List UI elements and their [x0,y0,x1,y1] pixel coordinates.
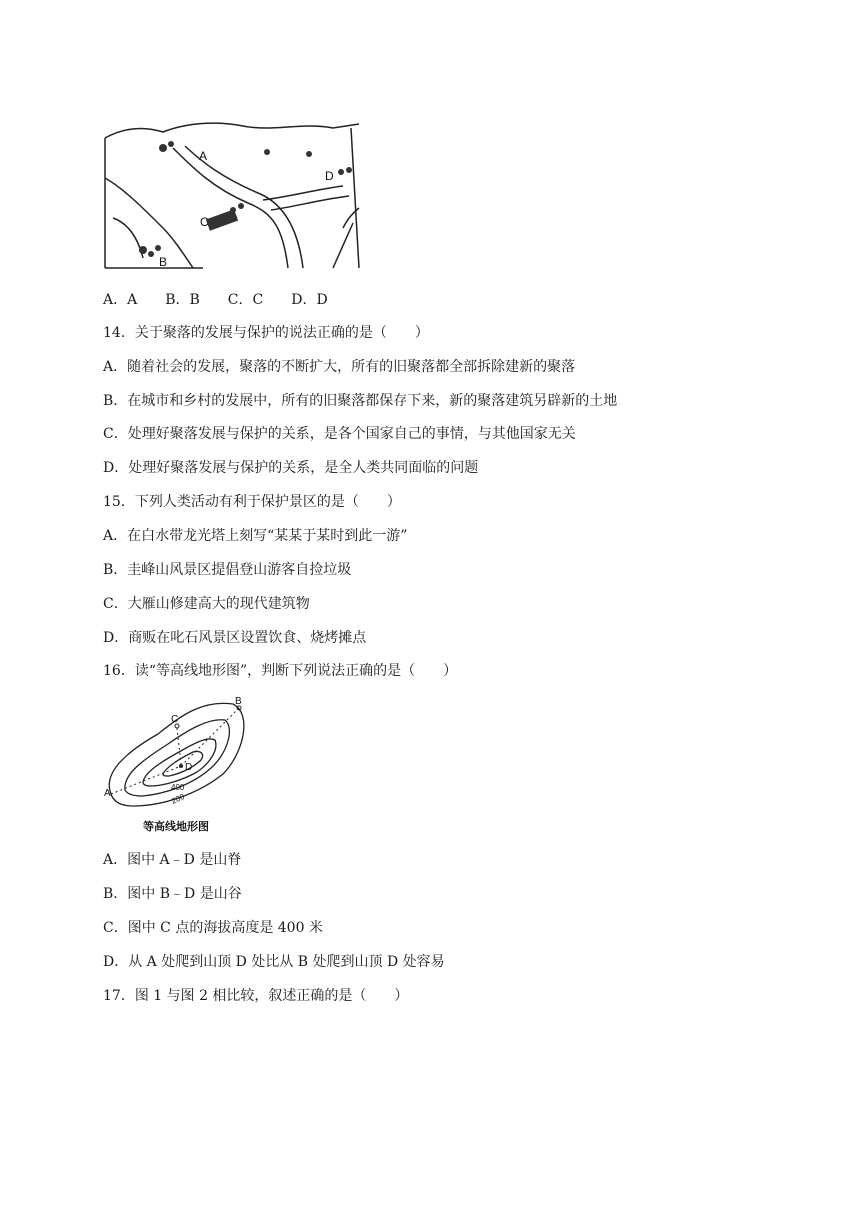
figure1-label-d: D [325,169,334,183]
contour-label-c: C [171,714,179,725]
q15-stem: 15．下列人类活动有利于保护景区的是（ ） [103,494,401,510]
q16-option-b: B．图中 B﹣D 是山谷 [103,886,242,902]
contour-label-b: B [235,696,242,707]
q13-options: A．A B．B C．C D．D [103,292,328,308]
q14-option-c: C．处理好聚落发展与保护的关系，是各个国家自己的事情，与其他国家无关 [103,426,576,442]
q15-option-c: C．大雁山修建高大的现代建筑物 [103,596,310,612]
q14-stem: 14．关于聚落的发展与保护的说法正确的是（ ） [103,325,429,341]
figure1-label-c: C [200,215,209,229]
contour-map-caption: 等高线地形图 [143,821,209,833]
q16-option-d: D．从 A 处爬到山顶 D 处比从 B 处爬到山顶 D 处容易 [103,954,445,970]
q14-option-a: A．随着社会的发展，聚落的不断扩大，所有的旧聚落都全部拆除建新的聚落 [103,359,576,375]
contour-map-figure [103,694,253,840]
figure1-label-a: A [199,149,208,163]
q14-option-d: D．处理好聚落发展与保护的关系，是全人类共同面临的问题 [103,460,479,476]
q17-stem: 17．图 1 与图 2 相比较，叙述正确的是（ ） [103,988,409,1004]
contour-label-d: D [185,762,193,773]
q15-option-a: A．在白水带龙光塔上刻写“某某于某时到此一游” [103,528,408,544]
q15-option-d: D．商贩在叱石风景区设置饮食、烧烤摊点 [103,630,367,646]
q16-option-c: C．图中 C 点的海拔高度是 400 米 [103,920,323,936]
q16-stem: 16．读“等高线地形图”，判断下列说法正确的是（ ） [103,663,458,679]
figure1-label-b: B [159,255,168,269]
q14-option-b: B．在城市和乡村的发展中，所有的旧聚落都保存下来，新的聚落建筑另辟新的土地 [103,393,618,409]
contour-value-400: 400 [171,783,185,792]
contour-value-200: 200 [170,792,186,806]
contour-label-a: A [104,788,111,799]
settlement-sketch-figure [103,118,365,270]
q15-option-b: B．圭峰山风景区提倡登山游客自捡垃圾 [103,562,352,578]
q16-option-a: A．图中 A﹣D 是山脊 [103,852,242,868]
